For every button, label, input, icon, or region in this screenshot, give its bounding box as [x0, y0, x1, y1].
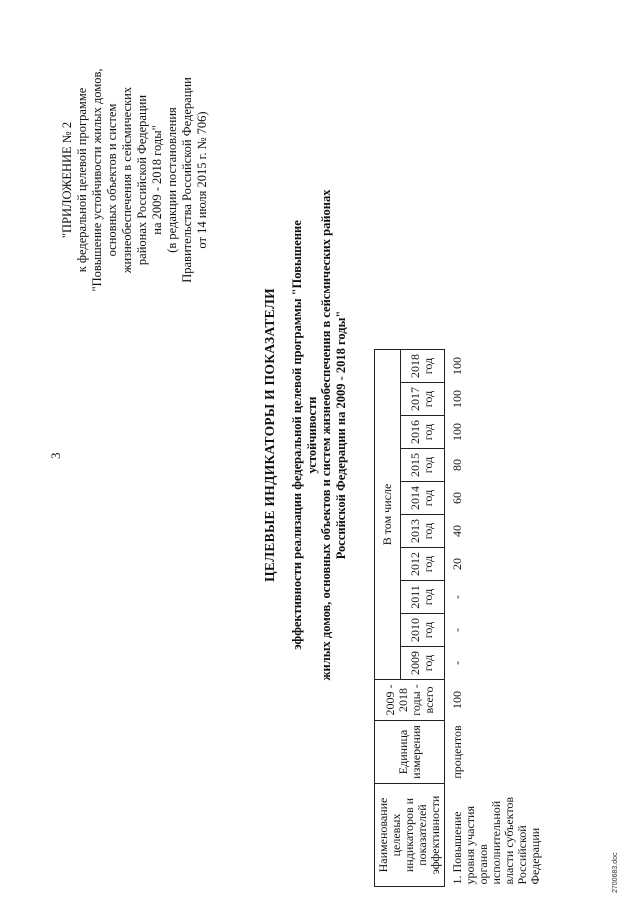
title-sub-line: эффективности реализации федеральной целевой программы "Повышение устойчивости: [290, 220, 319, 650]
header-year: 2016 год: [400, 416, 444, 449]
indicator-name: 1. Повышение уровня участия органов исполнительной власти субъектов Российской Федерации: [450, 796, 542, 885]
header-year: 2011 год: [400, 581, 444, 614]
header-year: 2015 год: [400, 449, 444, 482]
header-total: 2009 - 2018 годы - всего: [375, 680, 445, 721]
header-year: 2014 год: [400, 482, 444, 515]
header-year: 2018 год: [400, 350, 444, 383]
header-year: 2013 год: [400, 515, 444, 548]
indicators-table: [374, 349, 544, 887]
title-subtitle: [290, 185, 348, 685]
title-main: ЦЕЛЕВЫЕ ИНДИКАТОРЫ И ПОКАЗАТЕЛИ: [262, 288, 277, 582]
file-code: 2700683.doc: [612, 852, 619, 893]
indicator-value: 100: [450, 357, 464, 375]
indicator-total: 100: [450, 691, 464, 709]
indicator-value: 100: [450, 390, 464, 408]
appendix-note: [60, 20, 210, 340]
header-unit: Единица измерения: [375, 721, 445, 784]
indicator-value: 100: [450, 423, 464, 441]
appendix-line: к федеральной целевой программе: [75, 87, 89, 273]
appendix-line: "ПРИЛОЖЕНИЕ № 2: [60, 121, 74, 239]
indicator-value: 60: [450, 492, 464, 504]
indicator-value: -: [450, 595, 464, 599]
appendix-line: Правительства Российской Федерации: [180, 77, 194, 283]
indicator-value: 80: [450, 459, 464, 471]
appendix-line: на 2009 - 2018 годы": [150, 125, 164, 235]
indicator-unit: процентов: [450, 725, 464, 779]
indicators-table-wrapper: [374, 349, 544, 887]
indicator-value: -: [450, 628, 464, 632]
header-year: 2012 год: [400, 548, 444, 581]
indicator-value: 20: [450, 558, 464, 570]
title-sub-line: Российской Федерации на 2009 - 2018 годы": [333, 310, 348, 560]
appendix-line: (в редакции постановления: [165, 107, 179, 253]
appendix-line: "Повышение устойчивости жилых домов,: [90, 68, 104, 292]
header-year: 2017 год: [400, 383, 444, 416]
document-title: [262, 185, 348, 685]
table-row: [445, 350, 545, 887]
header-including: В том числе: [375, 350, 401, 680]
page-number: 3: [48, 452, 63, 459]
indicator-value: 40: [450, 525, 464, 537]
header-year: 2009 год: [400, 647, 444, 680]
appendix-line: районах Российской Федерации: [135, 94, 149, 266]
appendix-line: основных объектов и систем: [105, 103, 119, 257]
title-sub-line: жилых домов, основных объектов и систем жизнеобеспечения в сейсмических районах: [319, 189, 333, 681]
appendix-line: от 14 июля 2015 г. № 706): [195, 111, 209, 249]
header-year: 2010 год: [400, 614, 444, 647]
header-indicator-name: Наименование целевых индикаторов и показателей эффективности: [375, 784, 445, 887]
indicator-value: -: [450, 661, 464, 665]
appendix-line: жизнеобеспечения в сейсмических: [120, 86, 134, 274]
